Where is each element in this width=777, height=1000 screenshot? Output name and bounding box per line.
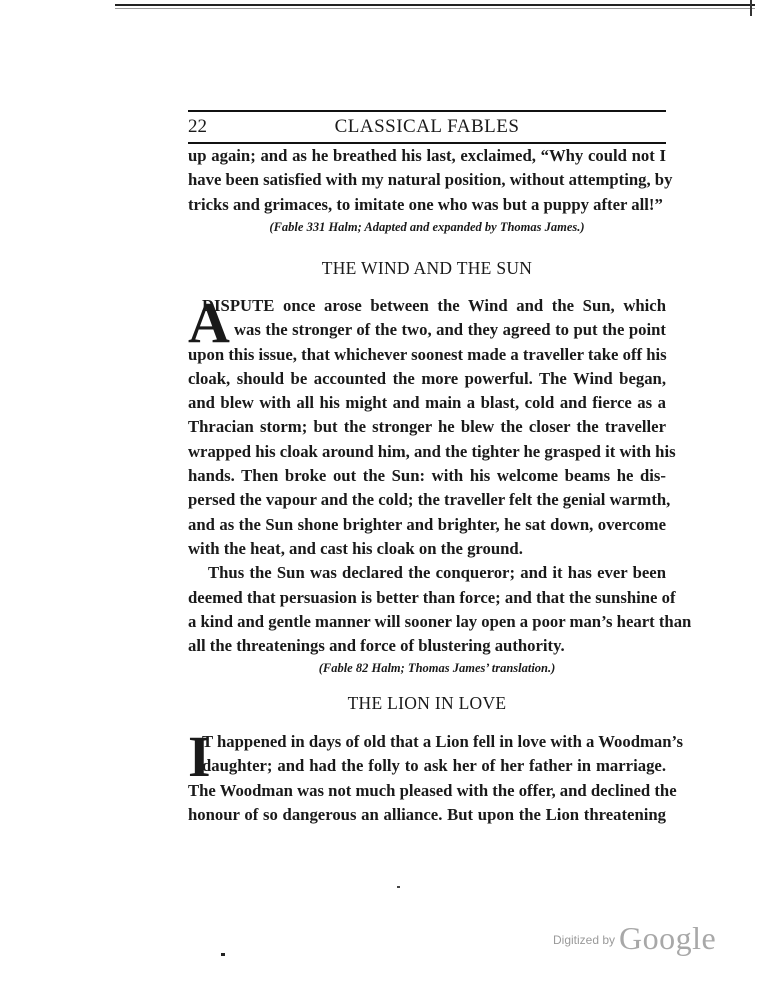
scan-speck	[221, 953, 225, 956]
drop-cap: A	[188, 290, 230, 355]
text-line: a kind and gentle manner will sooner lay open a poor man’s heart than	[188, 611, 692, 631]
text-line: daughter; and had the folly to ask her of her father in marriage.	[202, 756, 666, 776]
text-line: all the threatenings and force of blustering authority.	[188, 636, 565, 656]
digitized-watermark	[553, 920, 716, 957]
text-line: T happened in days of old that a Lion fell in love with a Woodman’s	[202, 732, 683, 751]
fable-title: THE WIND AND THE SUN	[321, 258, 533, 278]
scan-edge-line	[115, 8, 755, 9]
drop-cap: I	[188, 724, 211, 789]
citation: (Fable 331 Halm; Adapted and expanded by Thomas James.)	[269, 219, 585, 234]
scan-edge-mark	[750, 0, 752, 16]
text-line: wrapped his cloak around him, and the tighter he grasped it with his	[188, 441, 676, 461]
watermark-prefix: Digitized by	[553, 933, 616, 947]
text-line: was the stronger of the two, and they agreed to put the point	[234, 320, 666, 340]
text-line: DISPUTE once arose between the Wind and the Sun, which	[202, 296, 666, 315]
fable-body	[188, 724, 683, 827]
text-line: and blew with all his might and main a blast, cold and fierce as a	[188, 393, 666, 413]
text-line: persed the vapour and the cold; the traveller felt the genial warmth,	[188, 490, 671, 510]
text-line: upon this issue, that whichever soonest made a traveller take off his	[188, 344, 667, 364]
text-line: deemed that persuasion is better than force; and that the sunshine of	[188, 587, 676, 607]
fable-body	[188, 290, 692, 678]
text-line: honour of so dangerous an alliance. But upon the Lion threatening	[188, 804, 666, 824]
scan-edge-line	[115, 4, 755, 6]
text-line: Thus the Sun was declared the conqueror; and it has ever been	[208, 563, 666, 583]
text-line: and as the Sun shone brighter and brighter, he sat down, overcome	[188, 514, 666, 534]
running-header	[188, 114, 666, 140]
text-line: cloak, should be accounted the more powerful. The Wind began,	[188, 368, 666, 388]
fable-title: THE LION IN LOVE	[347, 693, 507, 713]
text-line: The Woodman was not much pleased with the offer, and declined the	[188, 780, 677, 800]
text-line: hands. Then broke out the Sun: with his welcome beams he dis-	[188, 466, 666, 486]
google-logo: Google	[619, 920, 717, 956]
text-line: tricks and grimaces, to imitate one who was but a puppy after all!”	[188, 194, 663, 214]
page-number: 22	[188, 116, 207, 137]
text-line: have been satisfied with my natural position, without attempting, by	[188, 170, 673, 190]
text-line: Thracian storm; but the stronger he blew the closer the traveller	[188, 417, 666, 437]
fable-continuation	[188, 144, 673, 237]
scan-speck	[397, 886, 400, 888]
header-rule-top	[188, 110, 666, 112]
citation: (Fable 82 Halm; Thomas James’ translation.)	[318, 661, 556, 676]
text-line: up again; and as he breathed his last, exclaimed, “Why could not I	[188, 146, 666, 165]
running-title: CLASSICAL FABLES	[334, 116, 520, 137]
text-line: with the heat, and cast his cloak on the ground.	[188, 538, 523, 558]
